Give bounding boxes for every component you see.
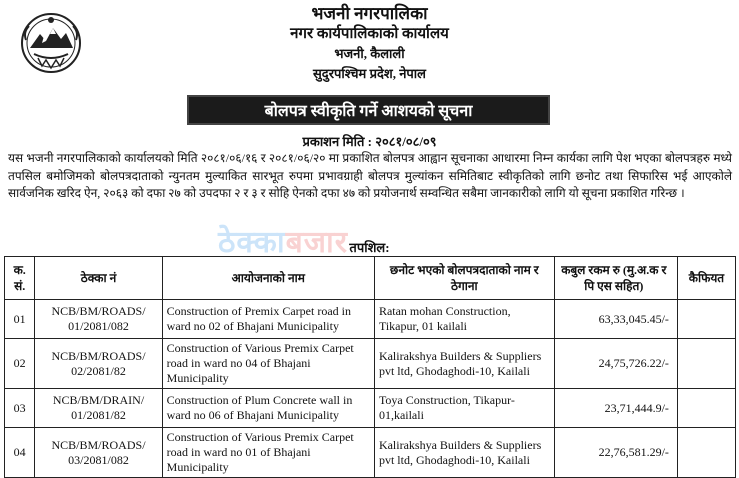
cell-remarks <box>677 300 735 339</box>
ref-line: NCB/BM/ROADS/ <box>51 348 146 363</box>
table-heading: तपशिल: <box>349 240 390 255</box>
notice-body: यस भजनी नगरपालिकाको कार्यालयको मिति २०८१/०६/१६ र २०८१/०६/२० मा प्रकाशित बोलपत्र आह्वान सूचनाका आधारमा निम्न कार्यका लागि पेश भएका बोलपत्रहरु मध्ये तपसिल बमोजिमको बोलपत्रदाताको न्युनतम मुल्याकित सारभूत रुपमा प्रभावग्राही बोलपत्र मुल्यांकन समितिबाट स्वीकृतिको लागि छनोट तथा सिफारिस भई आएकोले सार्वजनिक खरिद ऐन, २०६३ को दफा २७ को उपदफा २ र ३ र सोहि ऐनको दफा ४७ को प्रयोजनार्थ सम्वन्धित सबैमा जानकारीको लागि यो सूचना प्रकाशित गरिन्छ । <box>8 151 732 200</box>
ref-line: NCB/BM/ROADS/ <box>51 304 146 318</box>
project-line: Construction of Various Premix Carpet <box>166 341 354 355</box>
tender-table <box>4 256 736 478</box>
cell-contract-no <box>35 389 162 428</box>
watermark-part2: बजार <box>285 225 349 260</box>
table-header-row <box>5 257 736 300</box>
project-line: Construction of Premix Carpet road in <box>166 304 351 318</box>
cell-project <box>162 428 374 478</box>
bidder-line: Toya Construction, Tikapur- <box>378 393 515 407</box>
bidder-line: Kalirakshya Builders & Suppliers <box>378 348 542 363</box>
header-project-name: आयोजनाको नाम <box>162 257 374 300</box>
ref-line: NCB/BM/DRAIN/ <box>52 393 145 407</box>
cell-contract-no <box>35 300 162 339</box>
cell-amount: 63,33,045.45/- <box>554 300 677 339</box>
cell-bidder <box>374 389 554 428</box>
ref-line: 02/2081/82 <box>71 363 126 378</box>
ref-line: 01/2081/82 <box>71 408 126 422</box>
ref-line: 01/2081/082 <box>68 319 129 333</box>
project-line: road in ward no 04 of Bhajani Municipality <box>166 356 311 385</box>
table-row <box>5 300 736 339</box>
bidder-line: pvt ltd, Ghodaghodi-10, Kailali <box>378 363 530 378</box>
bidder-line: 01,kailali <box>378 408 424 422</box>
project-line: ward no 06 of Bhajani Municipality <box>166 408 339 422</box>
cell-sn: 02 <box>5 339 35 389</box>
table-row <box>5 389 736 428</box>
province-country: सुदुरपश्चिम प्रदेश, नेपाल <box>313 66 426 81</box>
ref-line: 03/2081/082 <box>68 452 129 467</box>
bidder-line: Ratan mohan Construction, <box>378 304 511 318</box>
cell-project <box>162 300 374 339</box>
notice-title: बोलपत्र स्वीकृति गर्ने आशयको सूचना <box>187 95 550 125</box>
project-line: Construction of Various Premix Carpet <box>166 430 354 444</box>
cell-bidder <box>374 300 554 339</box>
header-sn: क. सं. <box>5 257 35 300</box>
ref-line: NCB/BM/ROADS/ <box>51 437 146 452</box>
bidder-line: Tikapur, 01 kailali <box>378 319 468 333</box>
table-row <box>5 339 736 389</box>
cell-sn: 03 <box>5 389 35 428</box>
project-line: ward no 02 of Bhajani Municipality <box>166 319 339 333</box>
cell-remarks <box>677 428 735 478</box>
header-contract-no: ठेक्का नं <box>35 257 162 300</box>
bidder-line: Kalirakshya Builders & Suppliers <box>378 437 542 452</box>
table-row <box>5 428 736 478</box>
cell-sn: 01 <box>5 300 35 339</box>
office-header <box>0 4 739 84</box>
cell-amount: 24,75,726.22/- <box>554 339 677 389</box>
header-bidder: छनोट भएको बोलपत्रदाताको नाम र ठेगाना <box>374 257 554 300</box>
cell-amount: 23,71,444.9/- <box>554 389 677 428</box>
cell-project <box>162 339 374 389</box>
cell-contract-no <box>35 428 162 478</box>
cell-remarks <box>677 339 735 389</box>
cell-bidder <box>374 428 554 478</box>
office-name: नगर कार्यपालिकाको कार्यालय <box>290 26 449 42</box>
publication-date: प्रकाशन मिति : २०८१/०८/०९ <box>302 134 437 149</box>
cell-contract-no <box>35 339 162 389</box>
cell-project <box>162 389 374 428</box>
municipality-name: भजनी नगरपालिका <box>311 4 428 23</box>
cell-remarks <box>677 389 735 428</box>
office-location: भजनी, कैलाली <box>334 46 405 61</box>
project-line: road in ward no 01 of Bhajani Municipality <box>166 445 311 474</box>
watermark-part1: ठेक्का <box>218 225 286 260</box>
bidder-line: pvt ltd, Ghodaghodi-10, Kailali <box>378 452 530 467</box>
cell-amount: 22,76,581.29/- <box>554 428 677 478</box>
header-amount: कबुल रकम रु (मु.अ.क र पि एस सहित) <box>554 257 677 300</box>
cell-bidder <box>374 339 554 389</box>
cell-sn: 04 <box>5 428 35 478</box>
header-remarks: कैफियत <box>677 257 735 300</box>
project-line: Construction of Plum Concrete wall in <box>166 393 353 407</box>
